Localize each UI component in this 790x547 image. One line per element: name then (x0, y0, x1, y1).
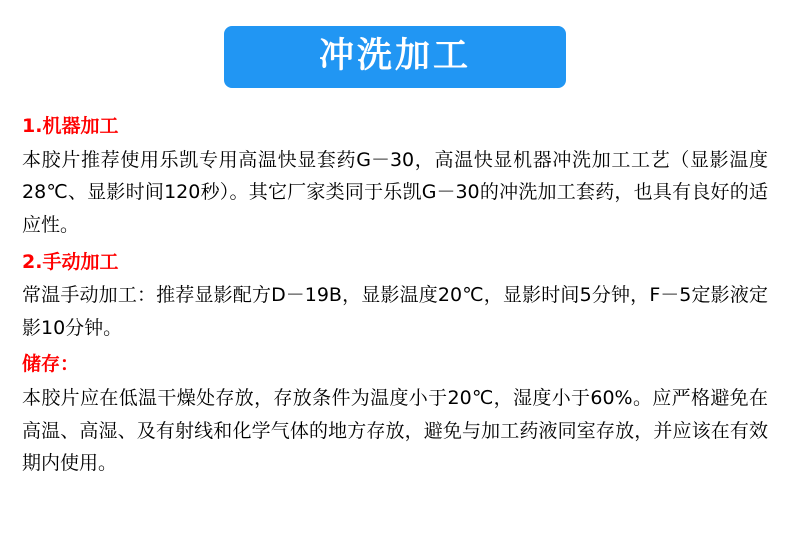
banner-inner (270, 36, 520, 76)
banner-container (0, 0, 790, 92)
section-storage (22, 350, 768, 479)
content-body (0, 92, 790, 480)
section-machine-processing (22, 112, 768, 241)
section-manual-processing (22, 248, 768, 345)
section-heading-manual: 2.手动加工 (22, 250, 119, 273)
section-heading-storage: 储存： (22, 353, 80, 376)
section-paragraph-machine: 本胶片推荐使用乐凯专用高温快显套药G－30，高温快显机器冲洗加工工艺（显影温度28℃、显影时间120秒）。其它厂家类同于乐凯G－30的冲洗加工套药，也具有良好的适应性。 (22, 148, 768, 237)
section-paragraph-manual: 常温手动加工：推荐显影配方D－19B，显影温度20℃，显影时间5分钟，F－5定影液定影10分钟。 (22, 284, 768, 339)
banner-title: 冲洗加工 (318, 36, 471, 76)
section-heading-machine: 1.机器加工 (22, 115, 119, 138)
section-paragraph-storage: 本胶片应在低温干燥处存放，存放条件为温度小于20℃，湿度小于60%。应严格避免在高温、高湿、及有射线和化学气体的地方存放，避免与加工药液同室存放，并应该在有效期内使用。 (22, 386, 768, 475)
section-banner (220, 22, 570, 92)
